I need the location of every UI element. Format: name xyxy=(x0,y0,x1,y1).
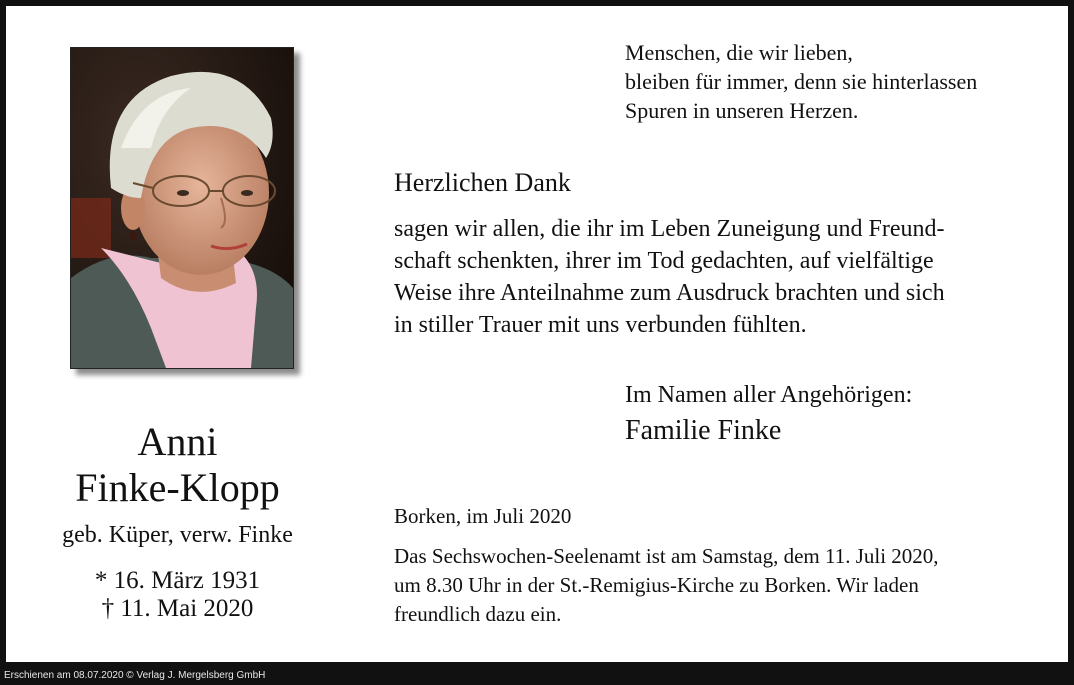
death-date: † 11. Mai 2020 xyxy=(101,595,254,622)
thanks-line: schaft schenkten, ihrer im Tod gedachten, auf vielfältige xyxy=(394,248,934,274)
thanks-line: Weise ihre Anteilnahme zum Ausdruck brachten und sich xyxy=(394,280,945,306)
maiden-name: geb. Küper, verw. Finke xyxy=(62,522,293,548)
portrait-photo xyxy=(70,47,294,369)
signature-family: Familie Finke xyxy=(625,415,782,446)
thanks-line: in stiller Trauer mit uns verbunden fühlten. xyxy=(394,312,807,338)
signature-intro: Im Namen aller Angehörigen: xyxy=(625,382,913,408)
place-date: Borken, im Juli 2020 xyxy=(394,504,572,528)
mass-line: Das Sechswochen-Seelenamt ist am Samstag, dem 11. Juli 2020, xyxy=(394,544,939,568)
publication-footer: Erschienen am 08.07.2020 © Verlag J. Mergelsberg GmbH xyxy=(4,670,266,681)
poem-line: bleiben für immer, denn sie hinterlassen xyxy=(625,69,978,94)
mass-line: freundlich dazu ein. xyxy=(394,602,562,626)
mass-line: um 8.30 Uhr in der St.-Remigius-Kirche zu Borken. Wir laden xyxy=(394,573,919,597)
birth-date: * 16. März 1931 xyxy=(94,567,261,594)
poem-line: Spuren in unseren Herzen. xyxy=(625,98,859,123)
deceased-first-name: Anni xyxy=(137,419,218,464)
thanks-line: sagen wir allen, die ihr im Leben Zuneigung und Freund- xyxy=(394,216,945,242)
deceased-last-name: Finke-Klopp xyxy=(75,465,280,510)
poem-line: Menschen, die wir lieben, xyxy=(625,40,853,65)
thanks-heading: Herzlichen Dank xyxy=(394,168,571,197)
